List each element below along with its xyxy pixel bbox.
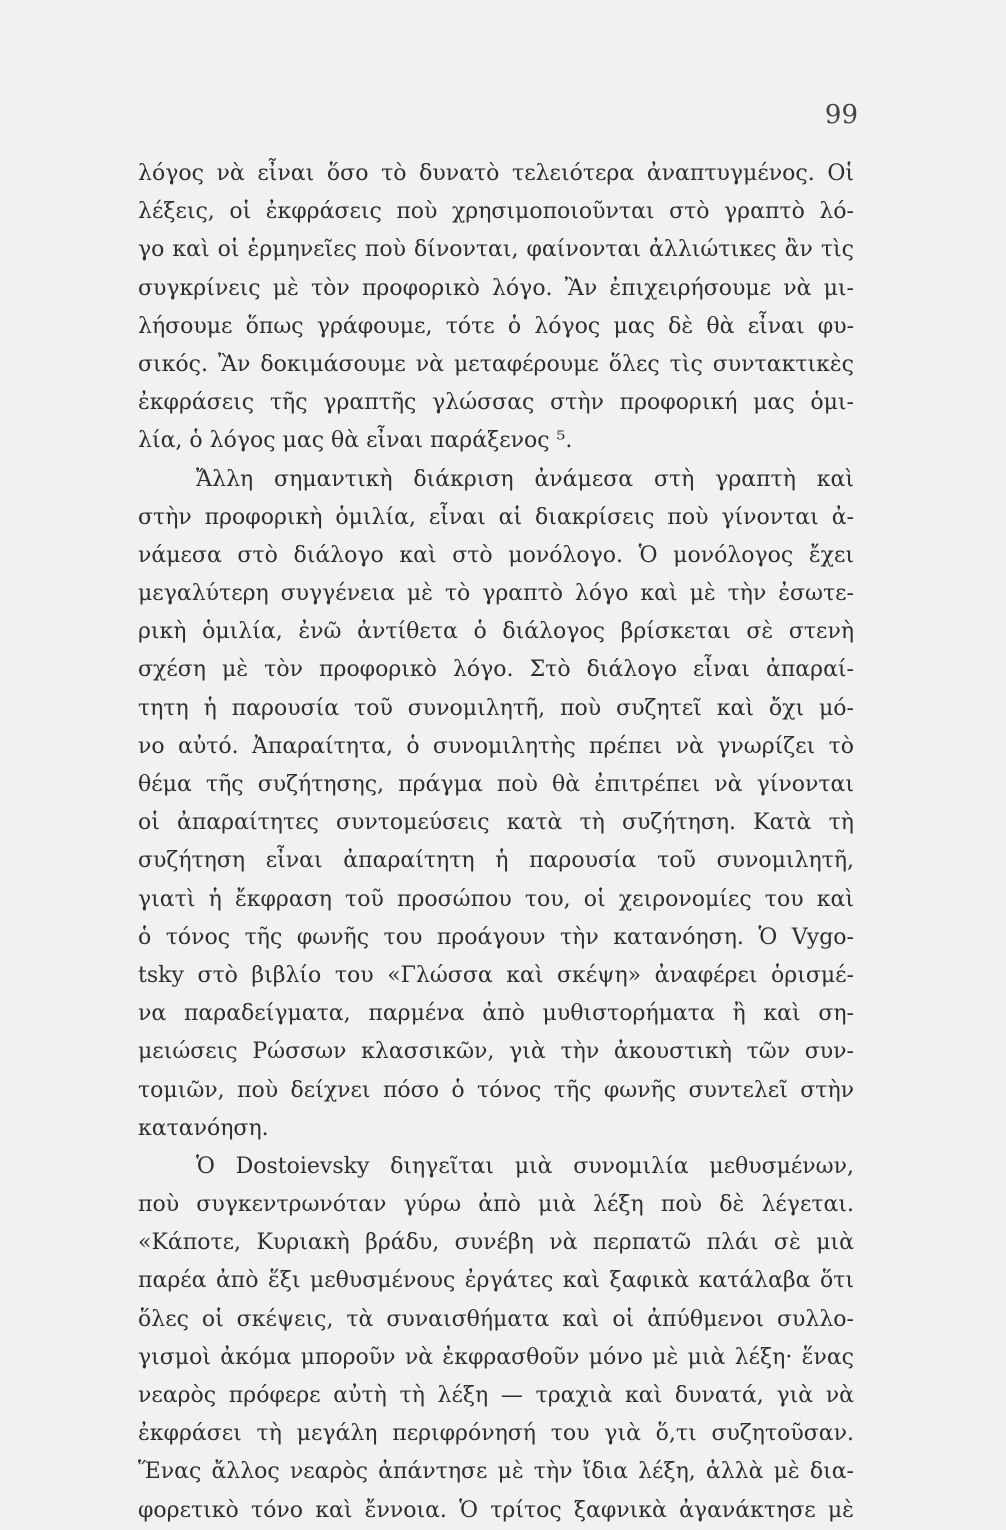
text-line: ὁ τόνος τῆς φωνῆς του προάγουν τὴν κατανόηση. Ὁ Vygo- [138,924,854,950]
text-line: σχέση μὲ τὸν προφορικὸ λόγο. Στὸ διάλογο εἶναι ἀπαραί- [138,657,854,683]
text-line: θέμα τῆς συζήτησης, πράγμα ποὺ θὰ ἐπιτρέπει νὰ γίνονται [138,772,854,797]
text-line: ἐκφράσει τὴ μεγάλη περιφρόνησή του γιὰ ὅ,τι συζητοῦσαν. [138,1421,854,1447]
text-line: λήσουμε ὅπως γράφουμε, τότε ὁ λόγος μας δὲ θὰ εἶναι φυ- [138,313,854,339]
text-line: συγκρίνεις μὲ τὸν προφορικὸ λόγο. Ἂν ἐπιχειρήσουμε νὰ μι- [138,275,854,301]
text-line: λόγος νὰ εἶναι ὅσο τὸ δυνατὸ τελειότερα ἀναπτυγμένος. Οἱ [138,161,854,186]
text-line: ἐκφράσεις τῆς γραπτῆς γλώσσας στὴν προφορική μας ὁμι- [138,390,854,416]
text-line: γισμοὶ ἀκόμα μποροῦν νὰ ἐκφρασθοῦν μόνο μὲ μιὰ λέξη· ἕνας [138,1344,854,1370]
text-line: σικός. Ἂν δοκιμάσουμε νὰ μεταφέρουμε ὅλες τὶς συντακτικὲς [138,351,854,377]
text-line: παρέα ἀπὸ ἕξι μεθυσμένους ἐργάτες καὶ ξαφικὰ κατάλαβα ὅτι [138,1268,854,1294]
text-line: να παραδείγματα, παρμένα ἀπὸ μυθιστορήματα ἢ καὶ ση- [138,1001,854,1027]
text-line: μειώσεις Ρώσσων κλασσικῶν, γιὰ τὴν ἀκουστικὴ τῶν συν- [138,1039,854,1065]
text-line: ποὺ συγκεντρωνόταν γύρω ἀπὸ μιὰ λέξη ποὺ δὲ λέγεται. [138,1192,854,1218]
text-line: Ἄλλη σημαντικὴ διάκριση ἀνάμεσα στὴ γραπτὴ καὶ [196,466,854,492]
text-line: τομιῶν, ποὺ δείχνει πόσο ὁ τόνος τῆς φωνῆς συντελεῖ στὴν [138,1077,854,1103]
text-line: λία, ὁ λόγος μας θὰ εἶναι παράξενος ⁵. [138,428,573,454]
text-line: τητη ἡ παρουσία τοῦ συνομιλητῆ, ποὺ συζητεῖ καὶ ὄχι μό- [138,695,854,721]
text-line: tsky στὸ βιβλίο του «Γλώσσα καὶ σκέψη» ἀναφέρει ὁρισμέ- [138,962,854,988]
text-line: νάμεσα στὸ διάλογο καὶ στὸ μονόλογο. Ὁ μονόλογος ἔχει [138,542,854,568]
text-line: νο αὐτό. Ἀπαραίτητα, ὁ συνομιλητὴς πρέπει νὰ γνωρίζει τὸ [138,733,854,759]
text-line: γο καὶ οἱ ἑρμηνεῖες ποὺ δίνονται, φαίνονται ἀλλιώτικες ἂν τὶς [138,237,854,263]
text-line: ρικὴ ὁμιλία, ἐνῶ ἀντίθετα ὁ διάλογος βρίσκεται σὲ στενὴ [138,619,854,645]
text-line: φορετικὸ τόνο καὶ ἔννοια. Ὁ τρίτος ξαφνικὰ ἀγανάκτησε μὲ [138,1497,854,1523]
text-line: γιατὶ ἡ ἔκφραση τοῦ προσώπου του, οἱ χειρονομίες του καὶ [138,886,854,912]
page-number: 99 [824,100,858,130]
text-line: συζήτηση εἶναι ἀπαραίτητη ἡ παρουσία τοῦ συνομιλητῆ, [138,848,854,874]
text-line: οἱ ἀπαραίτητες συντομεύσεις κατὰ τὴ συζήτηση. Κατὰ τὴ [138,810,854,836]
text-line: «Κάποτε, Κυριακὴ βράδυ, συνέβη νὰ περπατῶ πλάι σὲ μιὰ [138,1230,854,1256]
text-line: μεγαλύτερη συγγένεια μὲ τὸ γραπτὸ λόγο καὶ μὲ τὴν ἐσωτε- [138,581,854,607]
text-line: νεαρὸς πρόφερε αὐτὴ τὴ λέξη — τραχιὰ καὶ δυνατά, γιὰ νὰ [138,1383,854,1408]
text-line: ὅλες οἱ σκέψεις, τὰ συναισθήματα καὶ οἱ ἀπύθμενοι συλλο- [138,1306,854,1332]
body-text [138,155,854,1530]
text-line: λέξεις, οἱ ἐκφράσεις ποὺ χρησιμοποιοῦνται στὸ γραπτὸ λό- [138,199,854,225]
text-line: Ἕνας ἄλλος νεαρὸς ἀπάντησε μὲ τὴν ἴδια λέξη, ἀλλὰ μὲ δια- [138,1459,854,1485]
text-line: κατανόηση. [138,1115,269,1141]
text-line: Ὁ Dostoievsky διηγεῖται μιὰ συνομιλία μεθυσμένων, [196,1153,854,1179]
text-line: στὴν προφορικὴ ὁμιλία, εἶναι αἱ διακρίσεις ποὺ γίνονται ἀ- [138,504,854,530]
